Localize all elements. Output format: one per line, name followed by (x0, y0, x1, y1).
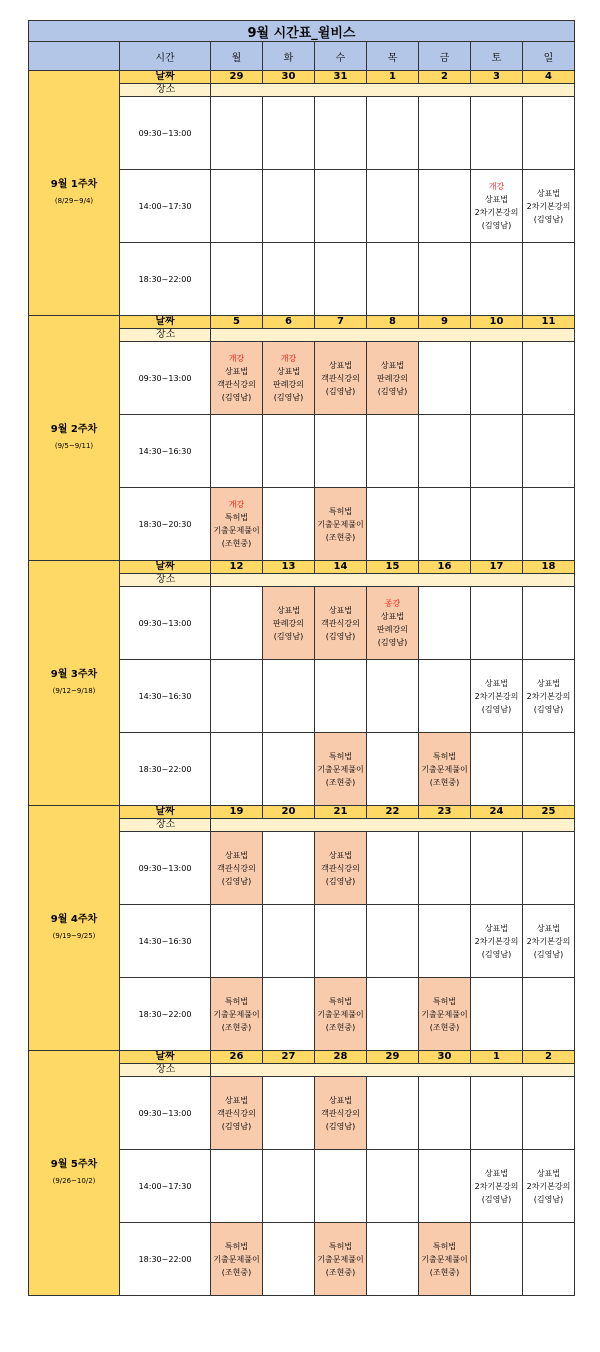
week-label-cell (29, 316, 120, 561)
date-cell: 29 (367, 1051, 419, 1064)
week-label: 9월 1주차 (50, 179, 98, 190)
empty-cell (471, 587, 523, 660)
class-info-line: (조현중) (325, 1022, 356, 1032)
class-info-line: 2차기본강의 (526, 1181, 571, 1191)
empty-cell (419, 243, 471, 316)
date-label: 날짜 (120, 71, 211, 84)
empty-cell (367, 978, 419, 1051)
class-cell (419, 978, 471, 1051)
date-cell: 8 (367, 316, 419, 329)
class-info-line: 객관식강의 (321, 863, 360, 873)
class-info-line: 상표법 (328, 360, 353, 370)
class-info-line: (김영남) (221, 1121, 252, 1131)
date-cell: 10 (471, 316, 523, 329)
class-info-line: (김영남) (325, 631, 356, 641)
class-info-line: 2차기본강의 (526, 936, 571, 946)
time-slot-label: 18:30~22:00 (120, 733, 211, 806)
class-info-line: (김영남) (325, 876, 356, 886)
empty-cell (471, 832, 523, 905)
empty-cell (211, 1150, 263, 1223)
class-status-tag: 개강 (228, 354, 245, 363)
header-blank (29, 42, 120, 71)
class-info-line: (김영남) (273, 631, 304, 641)
class-info-line: 기출문제풀이 (317, 764, 364, 774)
class-info-line: 2차기본강의 (474, 936, 519, 946)
class-cell (263, 342, 315, 415)
empty-cell (471, 1077, 523, 1150)
empty-cell (471, 1223, 523, 1296)
date-cell: 30 (419, 1051, 471, 1064)
empty-cell (211, 660, 263, 733)
class-status-tag: 종강 (384, 599, 401, 608)
time-slot-label: 09:30~13:00 (120, 832, 211, 905)
class-info-line: 기출문제풀이 (317, 519, 364, 529)
empty-cell (315, 170, 367, 243)
class-info-line: (조현중) (429, 777, 460, 787)
empty-cell (263, 488, 315, 561)
empty-cell (367, 1223, 419, 1296)
class-info-line: 기출문제풀이 (317, 1254, 364, 1264)
class-info-line: 상표법 (536, 1168, 561, 1178)
schedule-title: 9월 시간표_윌비스 (29, 21, 575, 42)
class-info-line: 기출문제풀이 (317, 1009, 364, 1019)
week-label-cell (29, 71, 120, 316)
time-slot-label: 18:30~20:30 (120, 488, 211, 561)
place-label: 장소 (120, 819, 211, 832)
header-time: 시간 (120, 42, 211, 71)
empty-cell (419, 832, 471, 905)
empty-cell (523, 733, 575, 806)
empty-cell (367, 905, 419, 978)
empty-cell (419, 415, 471, 488)
date-cell: 1 (471, 1051, 523, 1064)
empty-cell (315, 660, 367, 733)
date-cell: 21 (315, 806, 367, 819)
class-info-line: 기출문제풀이 (213, 1254, 260, 1264)
class-cell (419, 1223, 471, 1296)
empty-cell (315, 243, 367, 316)
class-info-line: 판례강의 (273, 618, 304, 628)
empty-cell (471, 97, 523, 170)
date-cell: 11 (523, 316, 575, 329)
empty-cell (263, 243, 315, 316)
empty-cell (419, 1150, 471, 1223)
time-slot-label: 14:30~16:30 (120, 660, 211, 733)
empty-cell (419, 587, 471, 660)
date-cell: 12 (211, 561, 263, 574)
class-info-line: 2차기본강의 (526, 201, 571, 211)
class-info-line: 상표법 (380, 360, 405, 370)
schedule-table (28, 20, 575, 1296)
empty-cell (523, 243, 575, 316)
date-cell: 31 (315, 71, 367, 84)
class-status-tag: 개강 (228, 500, 245, 509)
class-cell (211, 978, 263, 1051)
class-info-line: 2차기본강의 (474, 1181, 519, 1191)
class-info-line: 객관식강의 (321, 1108, 360, 1118)
class-info-line: 특허법 (328, 506, 353, 516)
empty-cell (263, 1223, 315, 1296)
date-row (29, 806, 575, 819)
header-day-sun: 일 (523, 42, 575, 71)
date-row (29, 1051, 575, 1064)
class-cell (523, 660, 575, 733)
class-info-line: 기출문제풀이 (421, 764, 468, 774)
date-cell: 2 (419, 71, 471, 84)
empty-cell (471, 733, 523, 806)
empty-cell (367, 243, 419, 316)
empty-cell (367, 1150, 419, 1223)
class-info-line: 상표법 (328, 1095, 353, 1105)
class-info-line: 상표법 (536, 188, 561, 198)
class-status-tag: 개강 (488, 182, 505, 191)
empty-cell (211, 170, 263, 243)
empty-cell (263, 415, 315, 488)
empty-cell (471, 243, 523, 316)
empty-cell (211, 587, 263, 660)
class-info-line: 상표법 (484, 1168, 509, 1178)
empty-cell (263, 1150, 315, 1223)
class-info-line: 기출문제풀이 (421, 1009, 468, 1019)
empty-cell (367, 1077, 419, 1150)
class-cell (263, 587, 315, 660)
date-cell: 5 (211, 316, 263, 329)
date-cell: 24 (471, 806, 523, 819)
class-info-line: (김영남) (533, 1194, 564, 1204)
date-cell: 29 (211, 71, 263, 84)
empty-cell (523, 488, 575, 561)
header-day-sat: 토 (471, 42, 523, 71)
place-value (211, 574, 575, 587)
class-info-line: 상표법 (224, 850, 249, 860)
empty-cell (523, 832, 575, 905)
class-info-line: 상표법 (224, 367, 249, 376)
date-cell: 28 (315, 1051, 367, 1064)
class-info-line: 상표법 (328, 850, 353, 860)
empty-cell (315, 415, 367, 488)
class-info-line: (김영남) (325, 1121, 356, 1131)
week-label-cell (29, 806, 120, 1051)
empty-cell (211, 905, 263, 978)
class-info-line: (김영남) (481, 949, 512, 959)
date-label: 날짜 (120, 316, 211, 329)
empty-cell (419, 342, 471, 415)
class-info-line: 판례강의 (377, 373, 408, 383)
class-info-line: 특허법 (432, 751, 457, 761)
time-slot-label: 09:30~13:00 (120, 342, 211, 415)
class-cell (523, 170, 575, 243)
empty-cell (419, 488, 471, 561)
date-cell: 17 (471, 561, 523, 574)
date-cell: 6 (263, 316, 315, 329)
empty-cell (211, 97, 263, 170)
empty-cell (367, 415, 419, 488)
empty-cell (211, 415, 263, 488)
empty-cell (211, 243, 263, 316)
class-cell (211, 1223, 263, 1296)
empty-cell (523, 1077, 575, 1150)
class-info-line: 2차기본강의 (474, 208, 519, 217)
place-value (211, 819, 575, 832)
date-cell: 20 (263, 806, 315, 819)
class-info-line: (조현중) (325, 532, 356, 542)
place-value (211, 329, 575, 342)
class-info-line: 특허법 (328, 1241, 353, 1251)
class-cell (523, 905, 575, 978)
class-info-line: 기출문제풀이 (421, 1254, 468, 1264)
empty-cell (263, 733, 315, 806)
place-label: 장소 (120, 574, 211, 587)
empty-cell (471, 978, 523, 1051)
empty-cell (419, 660, 471, 733)
empty-cell (471, 342, 523, 415)
time-slot-label: 14:30~16:30 (120, 905, 211, 978)
date-cell: 1 (367, 71, 419, 84)
class-info-line: 객관식강의 (321, 373, 360, 383)
date-label: 날짜 (120, 1051, 211, 1064)
date-cell: 3 (471, 71, 523, 84)
header-row (29, 42, 575, 71)
class-cell (211, 342, 263, 415)
time-slot-label: 09:30~13:00 (120, 97, 211, 170)
class-info-line: (조현중) (325, 777, 356, 787)
empty-cell (471, 488, 523, 561)
place-value (211, 1064, 575, 1077)
time-slot-label: 09:30~13:00 (120, 587, 211, 660)
class-info-line: (조현중) (429, 1267, 460, 1277)
class-cell (315, 1223, 367, 1296)
week-label: 9월 3주차 (50, 669, 98, 680)
date-cell: 7 (315, 316, 367, 329)
class-info-line: 상표법 (224, 1095, 249, 1105)
class-info-line: 객관식강의 (217, 1108, 256, 1118)
empty-cell (523, 1223, 575, 1296)
week-label: 9월 2주차 (50, 424, 98, 435)
week-range: (9/26~10/2) (52, 1177, 96, 1185)
class-cell (315, 342, 367, 415)
week-range: (9/19~9/25) (52, 932, 96, 940)
class-info-line: 특허법 (224, 1241, 249, 1251)
class-info-line: (김영남) (273, 393, 304, 402)
week-label-cell (29, 561, 120, 806)
class-info-line: 특허법 (432, 996, 457, 1006)
class-info-line: (김영남) (377, 638, 408, 647)
date-cell: 25 (523, 806, 575, 819)
empty-cell (367, 832, 419, 905)
date-cell: 2 (523, 1051, 575, 1064)
empty-cell (263, 978, 315, 1051)
class-cell (211, 832, 263, 905)
class-info-line: (조현중) (429, 1022, 460, 1032)
empty-cell (523, 415, 575, 488)
week-range: (8/29~9/4) (54, 197, 94, 205)
week-range: (9/5~9/11) (54, 442, 94, 450)
class-info-line: 상표법 (276, 605, 301, 615)
time-slot-label: 14:30~16:30 (120, 415, 211, 488)
class-info-line: 상표법 (484, 923, 509, 933)
date-row (29, 561, 575, 574)
empty-cell (419, 170, 471, 243)
date-cell: 23 (419, 806, 471, 819)
date-cell: 4 (523, 71, 575, 84)
class-cell (419, 733, 471, 806)
class-cell (315, 832, 367, 905)
class-cell (315, 1077, 367, 1150)
time-slot-label: 14:00~17:30 (120, 1150, 211, 1223)
empty-cell (367, 660, 419, 733)
class-cell (471, 905, 523, 978)
date-cell: 19 (211, 806, 263, 819)
empty-cell (367, 170, 419, 243)
class-cell (523, 1150, 575, 1223)
date-cell: 30 (263, 71, 315, 84)
empty-cell (419, 905, 471, 978)
class-cell (471, 660, 523, 733)
class-cell (315, 978, 367, 1051)
class-cell (211, 1077, 263, 1150)
class-info-line: (조현중) (221, 1267, 252, 1277)
date-cell: 15 (367, 561, 419, 574)
class-cell (367, 342, 419, 415)
time-slot-label: 14:00~17:30 (120, 170, 211, 243)
header-day-tue: 화 (263, 42, 315, 71)
time-slot-label: 18:30~22:00 (120, 978, 211, 1051)
empty-cell (523, 342, 575, 415)
header-day-mon: 월 (211, 42, 263, 71)
place-value (211, 84, 575, 97)
date-cell: 22 (367, 806, 419, 819)
class-info-line: 객관식강의 (217, 863, 256, 873)
class-info-line: 판례강의 (273, 380, 304, 389)
place-label: 장소 (120, 1064, 211, 1077)
header-day-wed: 수 (315, 42, 367, 71)
class-info-line: 상표법 (536, 923, 561, 933)
class-info-line: 판례강의 (377, 625, 408, 634)
class-info-line: (김영남) (325, 386, 356, 396)
class-info-line: 특허법 (328, 751, 353, 761)
date-cell: 9 (419, 316, 471, 329)
empty-cell (367, 488, 419, 561)
class-info-line: 2차기본강의 (474, 691, 519, 701)
class-info-line: (김영남) (533, 214, 564, 224)
empty-cell (263, 1077, 315, 1150)
week-range: (9/12~9/18) (52, 687, 96, 695)
empty-cell (315, 1150, 367, 1223)
class-info-line: (김영남) (481, 1194, 512, 1204)
empty-cell (315, 905, 367, 978)
class-info-line: 상표법 (484, 678, 509, 688)
empty-cell (471, 415, 523, 488)
class-cell (315, 587, 367, 660)
header-day-fri: 금 (419, 42, 471, 71)
week-label: 9월 4주차 (50, 914, 98, 925)
class-info-line: 2차기본강의 (526, 691, 571, 701)
class-info-line: 특허법 (328, 996, 353, 1006)
class-info-line: 객관식강의 (321, 618, 360, 628)
class-info-line: 상표법 (276, 367, 301, 376)
place-label: 장소 (120, 329, 211, 342)
date-cell: 14 (315, 561, 367, 574)
class-info-line: 객관식강의 (217, 380, 256, 389)
class-cell (315, 733, 367, 806)
class-cell (211, 488, 263, 561)
header-day-thu: 목 (367, 42, 419, 71)
date-cell: 26 (211, 1051, 263, 1064)
empty-cell (523, 97, 575, 170)
empty-cell (211, 733, 263, 806)
empty-cell (263, 660, 315, 733)
date-cell: 18 (523, 561, 575, 574)
week-label: 9월 5주차 (50, 1159, 98, 1170)
time-slot-label: 18:30~22:00 (120, 243, 211, 316)
class-info-line: 특허법 (224, 513, 249, 522)
empty-cell (263, 97, 315, 170)
date-cell: 13 (263, 561, 315, 574)
empty-cell (523, 587, 575, 660)
empty-cell (263, 905, 315, 978)
empty-cell (367, 733, 419, 806)
empty-cell (263, 170, 315, 243)
week-label-cell (29, 1051, 120, 1296)
time-slot-label: 09:30~13:00 (120, 1077, 211, 1150)
class-info-line: 상표법 (536, 678, 561, 688)
date-cell: 16 (419, 561, 471, 574)
class-info-line: (김영남) (377, 386, 408, 396)
time-slot-label: 18:30~22:00 (120, 1223, 211, 1296)
class-info-line: (조현중) (221, 1022, 252, 1032)
date-cell: 27 (263, 1051, 315, 1064)
class-info-line: (김영남) (533, 704, 564, 714)
empty-cell (523, 978, 575, 1051)
empty-cell (367, 97, 419, 170)
class-info-line: (김영남) (221, 393, 252, 402)
date-row (29, 71, 575, 84)
class-info-line: (조현중) (221, 539, 252, 548)
class-cell (315, 488, 367, 561)
class-cell (471, 170, 523, 243)
empty-cell (315, 97, 367, 170)
class-info-line: 상표법 (484, 195, 509, 204)
class-info-line: 특허법 (432, 1241, 457, 1251)
date-label: 날짜 (120, 561, 211, 574)
class-info-line: 상표법 (328, 605, 353, 615)
class-info-line: 기출문제풀이 (213, 1009, 260, 1019)
class-info-line: 특허법 (224, 996, 249, 1006)
class-cell (471, 1150, 523, 1223)
place-label: 장소 (120, 84, 211, 97)
empty-cell (263, 832, 315, 905)
class-info-line: (김영남) (221, 876, 252, 886)
date-label: 날짜 (120, 806, 211, 819)
class-cell (367, 587, 419, 660)
class-info-line: (김영남) (533, 949, 564, 959)
empty-cell (419, 1077, 471, 1150)
class-info-line: (김영남) (481, 704, 512, 714)
class-info-line: 상표법 (380, 612, 405, 621)
class-status-tag: 개강 (280, 354, 297, 363)
empty-cell (419, 97, 471, 170)
class-info-line: (김영남) (481, 221, 512, 230)
class-info-line: (조현중) (325, 1267, 356, 1277)
class-info-line: 기출문제풀이 (213, 526, 260, 535)
date-row (29, 316, 575, 329)
